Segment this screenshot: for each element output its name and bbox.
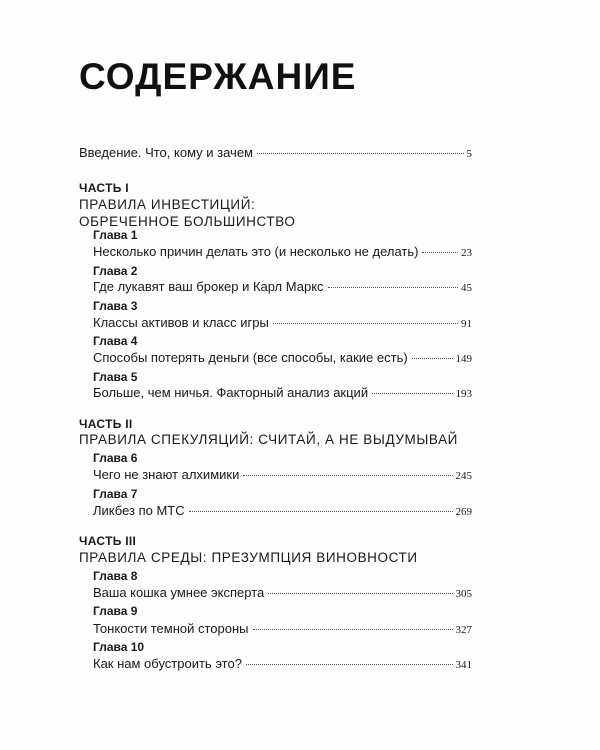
part-label: ЧАСТЬ I: [79, 181, 129, 195]
part-title-line: ПРАВИЛА СПЕКУЛЯЦИЙ: СЧИТАЙ, А НЕ ВЫДУМЫВАЙ: [79, 432, 458, 447]
dot-leader: [243, 475, 452, 476]
dot-leader: [412, 358, 453, 359]
part-title-line: ПРАВИЛА ИНВЕСТИЦИЙ:: [79, 197, 256, 212]
entry-title: Способы потерять деньги (все способы, какие есть): [93, 350, 408, 365]
chapter-label: Глава 6: [93, 451, 138, 465]
toc-entry-chapter[interactable]: [93, 350, 472, 367]
toc-entry-chapter[interactable]: [93, 467, 472, 484]
part-title-line: ПРАВИЛА СРЕДЫ: ПРЕЗУМПЦИЯ ВИНОВНОСТИ: [79, 550, 418, 565]
toc-entry-chapter[interactable]: [93, 503, 472, 520]
entry-title: Где лукавят ваш брокер и Карл Маркс: [93, 279, 324, 294]
entry-title: Больше, чем ничья. Факторный анализ акций: [93, 385, 369, 400]
page-number: 327: [455, 624, 472, 636]
dot-leader: [257, 153, 464, 154]
dot-leader: [268, 593, 452, 594]
chapter-label: Глава 4: [93, 334, 138, 348]
entry-title: Несколько причин делать это (и несколько не делать): [93, 244, 419, 259]
page-number: 305: [455, 588, 472, 600]
toc-entry-chapter[interactable]: [93, 279, 472, 296]
chapter-label: Глава 7: [93, 487, 138, 501]
part-label: ЧАСТЬ II: [79, 417, 133, 431]
entry-title: Ваша кошка умнее эксперта: [93, 585, 265, 600]
page-number: 5: [466, 148, 472, 160]
toc-entry-chapter[interactable]: [93, 315, 472, 332]
page-number: 45: [461, 282, 472, 294]
toc-entry-chapter[interactable]: [93, 656, 472, 673]
chapter-label: Глава 5: [93, 370, 138, 384]
page-number: 341: [455, 659, 472, 671]
page-number: 23: [461, 247, 472, 259]
dot-leader: [328, 287, 458, 288]
page-number: 245: [455, 470, 472, 482]
page-number: 91: [461, 318, 472, 330]
toc-entry-chapter[interactable]: [93, 621, 472, 638]
toc-entry-chapter[interactable]: [93, 585, 472, 602]
entry-title: Ликбез по МТС: [93, 503, 185, 518]
page-number: 269: [455, 506, 472, 518]
page-number: 193: [455, 388, 472, 400]
dot-leader: [372, 393, 452, 394]
toc-entry-chapter[interactable]: [93, 385, 472, 402]
chapter-label: Глава 2: [93, 264, 138, 278]
entry-title: Как нам обустроить это?: [93, 656, 242, 671]
chapter-label: Глава 9: [93, 604, 138, 618]
page-number: 149: [455, 353, 472, 365]
page-title: СОДЕРЖАНИЕ: [79, 56, 357, 97]
entry-title: Введение. Что, кому и зачем: [79, 145, 253, 160]
dot-leader: [273, 323, 458, 324]
part-title-line: ОБРЕЧЕННОЕ БОЛЬШИНСТВО: [79, 214, 296, 229]
chapter-label: Глава 1: [93, 228, 138, 242]
chapter-label: Глава 10: [93, 640, 145, 654]
dot-leader: [189, 511, 453, 512]
toc-entry-intro[interactable]: [79, 145, 472, 162]
chapter-label: Глава 8: [93, 569, 138, 583]
part-label: ЧАСТЬ III: [79, 534, 137, 548]
entry-title: Чего не знают алхимики: [93, 467, 240, 482]
chapter-label: Глава 3: [93, 299, 138, 313]
dot-leader: [246, 664, 453, 665]
entry-title: Тонкости темной стороны: [93, 621, 249, 636]
toc-entry-chapter[interactable]: [93, 244, 472, 261]
entry-title: Классы активов и класс игры: [93, 315, 269, 330]
dot-leader: [253, 629, 453, 630]
dot-leader: [422, 252, 458, 253]
